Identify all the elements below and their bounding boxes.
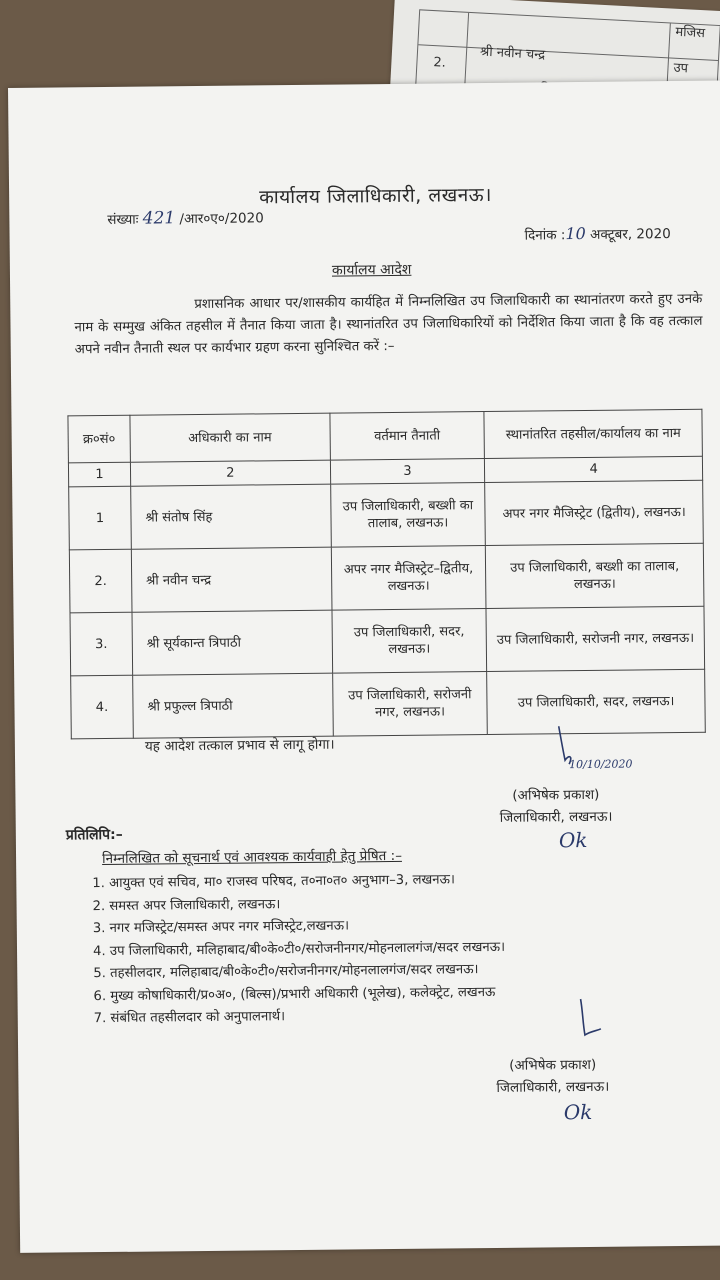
list-item: 2. समस्त अपर जिलाधिकारी, लखनऊ।: [92, 896, 281, 914]
initials-2: Ok: [563, 1099, 593, 1125]
office-order-page: [8, 81, 720, 1253]
effect-statement: यह आदेश तत्काल प्रभाव से लागू होगा।: [144, 736, 335, 755]
date-prefix: दिनांक :: [524, 227, 566, 244]
column-number: 4: [485, 456, 703, 482]
transfer-table: [67, 409, 705, 740]
ref-suffix: /आर०ए०/2020: [179, 210, 264, 228]
table-header-row: [68, 409, 702, 463]
row-officer-name: श्री प्रफुल्ल त्रिपाठी: [133, 673, 333, 738]
header-officer-name: अधिकारी का नाम: [130, 413, 330, 462]
date-day-handwritten: 10: [565, 223, 586, 244]
list-item: 3. नगर मजिस्ट्रेट/समस्त अपर नगर मजिस्ट्रेट,लखनऊ।: [92, 918, 350, 937]
row-serial: 2.: [69, 549, 132, 613]
table-row: [69, 543, 704, 613]
table-row: [70, 606, 705, 676]
row-officer-name: श्री सूर्यकान्त त्रिपाठी: [132, 610, 332, 675]
initials-1: Ok: [558, 827, 588, 853]
order-title: कार्यालय आदेश: [331, 261, 412, 279]
header-new-posting: स्थानांतरित तहसील/कार्यालय का नाम: [484, 409, 702, 458]
row-new-posting: अपर नगर मैजिस्ट्रेट (द्वितीय), लखनऊ।: [485, 480, 703, 545]
list-item: 1. आयुक्त एवं सचिव, मा० राजस्व परिषद, त०ना०त० अनुभाग–3, लखनऊ।: [92, 872, 456, 892]
signer-designation: जिलाधिकारी, लखनऊ।: [499, 808, 613, 826]
header-serial: क्र०सं०: [68, 415, 130, 463]
signature-1: [555, 723, 636, 774]
row-officer-name: श्री नवीन चन्द्र: [131, 547, 331, 612]
underlying-row-number: 2.: [433, 55, 447, 71]
row-officer-name: श्री संतोष सिंह: [131, 484, 331, 549]
copy-heading: प्रतिलिपि:–: [65, 826, 123, 844]
header-current-posting: वर्तमान तैनाती: [330, 412, 485, 461]
row-new-posting: उप जिलाधिकारी, सरोजनी नगर, लखनऊ।: [486, 606, 704, 671]
list-item: 5. तहसीलदार, मलिहाबाद/बी०के०टी०/सरोजनीनगर/मोहनलालगंज/सदर लखनऊ।: [93, 962, 479, 982]
copy-list: [92, 869, 506, 1031]
row-current-posting: उप जिलाधिकारी, सरोजनी नगर, लखनऊ।: [332, 672, 487, 737]
table-row: [69, 480, 704, 550]
underlying-name-1: श्री नवीन चन्द्र: [479, 44, 546, 63]
ref-number-handwritten: 421: [142, 208, 176, 229]
reference-number: [107, 207, 264, 229]
row-serial: 1: [69, 486, 132, 550]
underlying-right-mid: उप: [673, 60, 689, 77]
list-item: 4. उप जिलाधिकारी, मलिहाबाद/बी०के०टी०/सरोजनीनगर/मोहनलालगंज/सदर लखनऊ।: [92, 939, 506, 959]
date-suffix: अक्टूबर, 2020: [590, 226, 671, 243]
column-number: 2: [130, 460, 330, 486]
signature-1-date: 10/10/2020: [569, 757, 633, 772]
body-paragraph: प्रशासनिक आधार पर/शासकीय कार्यहित में निम्नलिखित उप जिलाधिकारी का स्थानांतरण करते हुए उनके नाम के सम्मुख अंकित तहसील में तैनात किया जाता है। स्थानांतरित उप जिलाधिकारियों को निर्देशित किया जाता है कि वह तत्काल अपने नवीन तैनाती स्थल पर कार्यभार ग्रहण करना सुनिश्चित करें :–: [74, 291, 703, 358]
row-current-posting: अपर नगर मैजिस्ट्रेट–द्वितीय, लखनऊ।: [331, 546, 486, 611]
underlying-right-top: मजिस: [674, 24, 706, 42]
list-item: 7. संबंधित तहसीलदार को अनुपालनार्थ।: [93, 1009, 286, 1027]
signature-2: [573, 997, 613, 1042]
signer-block-1: [499, 784, 612, 829]
column-number: 1: [68, 462, 130, 487]
signer-designation: जिलाधिकारी, लखनऊ।: [496, 1078, 610, 1096]
row-new-posting: उप जिलाधिकारी, सदर, लखनऊ।: [487, 669, 705, 734]
row-serial: 3.: [70, 612, 133, 676]
signer-name: (अभिषेक प्रकाश): [512, 786, 600, 804]
copy-intro: निम्नलिखित को सूचनार्थ एवं आवश्यक कार्यवाही हेतु प्रेषित :–: [101, 847, 402, 868]
ref-prefix: संख्याः: [107, 211, 139, 228]
signer-name: (अभिषेक प्रकाश): [509, 1056, 597, 1074]
list-item: 6. मुख्य कोषाधिकारी/प्र०अ०, (बिल्स)/प्रभारी अधिकारी (भूलेख), कलेक्ट्रेट, लखनऊ: [93, 984, 496, 1004]
row-new-posting: उप जिलाधिकारी, बख्शी का तालाब, लखनऊ।: [486, 543, 704, 608]
row-current-posting: उप जिलाधिकारी, सदर, लखनऊ।: [332, 609, 487, 674]
office-title: कार्यालय जिलाधिकारी, लखनऊ।: [259, 183, 492, 209]
order-date: [524, 223, 670, 244]
row-serial: 4.: [71, 675, 134, 739]
signer-block-2: [496, 1054, 609, 1099]
column-number: 3: [330, 459, 485, 485]
row-current-posting: उप जिलाधिकारी, बख्शी का तालाब, लखनऊ।: [330, 483, 485, 548]
